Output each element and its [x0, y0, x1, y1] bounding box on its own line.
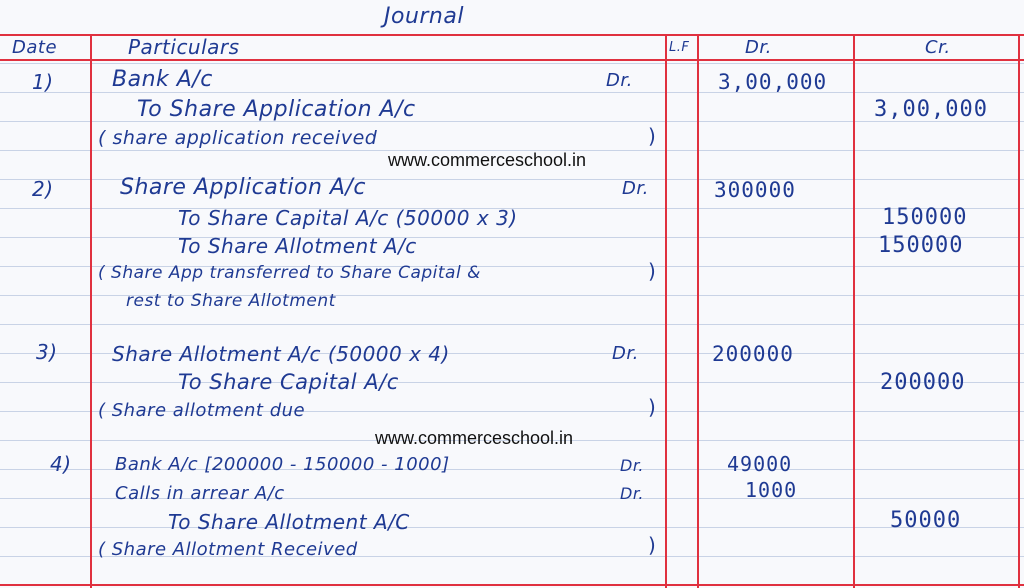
narration: rest to Share Allotment [126, 291, 336, 311]
debit-account: Share Application A/c [120, 175, 366, 200]
dr-amount: 49000 [727, 452, 793, 476]
dr-amount: 300000 [714, 178, 796, 202]
dr-tag: Dr. [612, 343, 639, 364]
narration-close: ) [648, 124, 656, 148]
debit-account: Bank A/c [112, 67, 213, 92]
dr-amount: 200000 [712, 342, 794, 366]
column-rule-date [90, 34, 92, 588]
header-cr: Cr. [925, 37, 951, 58]
dr-tag: Dr. [620, 484, 645, 503]
column-rule-cr [853, 34, 855, 588]
narration-close: ) [648, 395, 656, 419]
dr-tag: Dr. [620, 456, 645, 475]
header-bottom-rule [0, 59, 1024, 61]
credit-account: To Share Capital A/c [178, 370, 399, 394]
dr-tag: Dr. [606, 70, 633, 91]
entry-number: 2) [32, 177, 54, 201]
header-lf: L.F [669, 40, 690, 55]
credit-account: To Share Application A/c [137, 97, 416, 122]
narration: ( share application received [98, 127, 378, 149]
column-rule-lf [665, 34, 667, 588]
debit-account: Share Allotment A/c (50000 x 4) [112, 342, 450, 366]
cr-amount: 200000 [880, 370, 966, 395]
entry-number: 3) [36, 340, 58, 364]
cr-amount: 150000 [882, 205, 968, 230]
narration: ( Share App transferred to Share Capital & [98, 263, 481, 283]
debit-account: Bank A/c [200000 - 150000 - 1000] [115, 454, 450, 475]
dr-amount: 1000 [745, 478, 798, 502]
column-rule-dr [697, 34, 699, 588]
narration: ( Share Allotment Received [98, 539, 358, 560]
watermark: www.commerceschool.in [375, 428, 574, 448]
cr-amount: 50000 [890, 508, 962, 533]
watermark: www.commerceschool.in [388, 150, 587, 170]
header-particulars: Particulars [128, 35, 240, 59]
narration-close: ) [648, 259, 656, 283]
header-dr: Dr. [745, 37, 772, 58]
header-date: Date [12, 37, 58, 58]
debit-account: Calls in arrear A/c [115, 483, 285, 504]
narration-close: ) [648, 533, 656, 557]
narration: ( Share allotment due [98, 400, 306, 421]
cr-amount: 150000 [878, 233, 964, 258]
credit-account: To Share Capital A/c (50000 x 3) [178, 206, 518, 230]
credit-account: To Share Allotment A/C [168, 510, 410, 534]
bottom-rule [0, 584, 1024, 586]
dr-tag: Dr. [622, 178, 649, 199]
entry-number: 4) [50, 452, 72, 476]
dr-amount: 3,00,000 [718, 70, 828, 94]
right-border-rule [1018, 34, 1020, 588]
entry-number: 1) [32, 70, 54, 94]
credit-account: To Share Allotment A/c [178, 234, 417, 258]
cr-amount: 3,00,000 [874, 97, 988, 122]
page-title: Journal [384, 4, 464, 29]
